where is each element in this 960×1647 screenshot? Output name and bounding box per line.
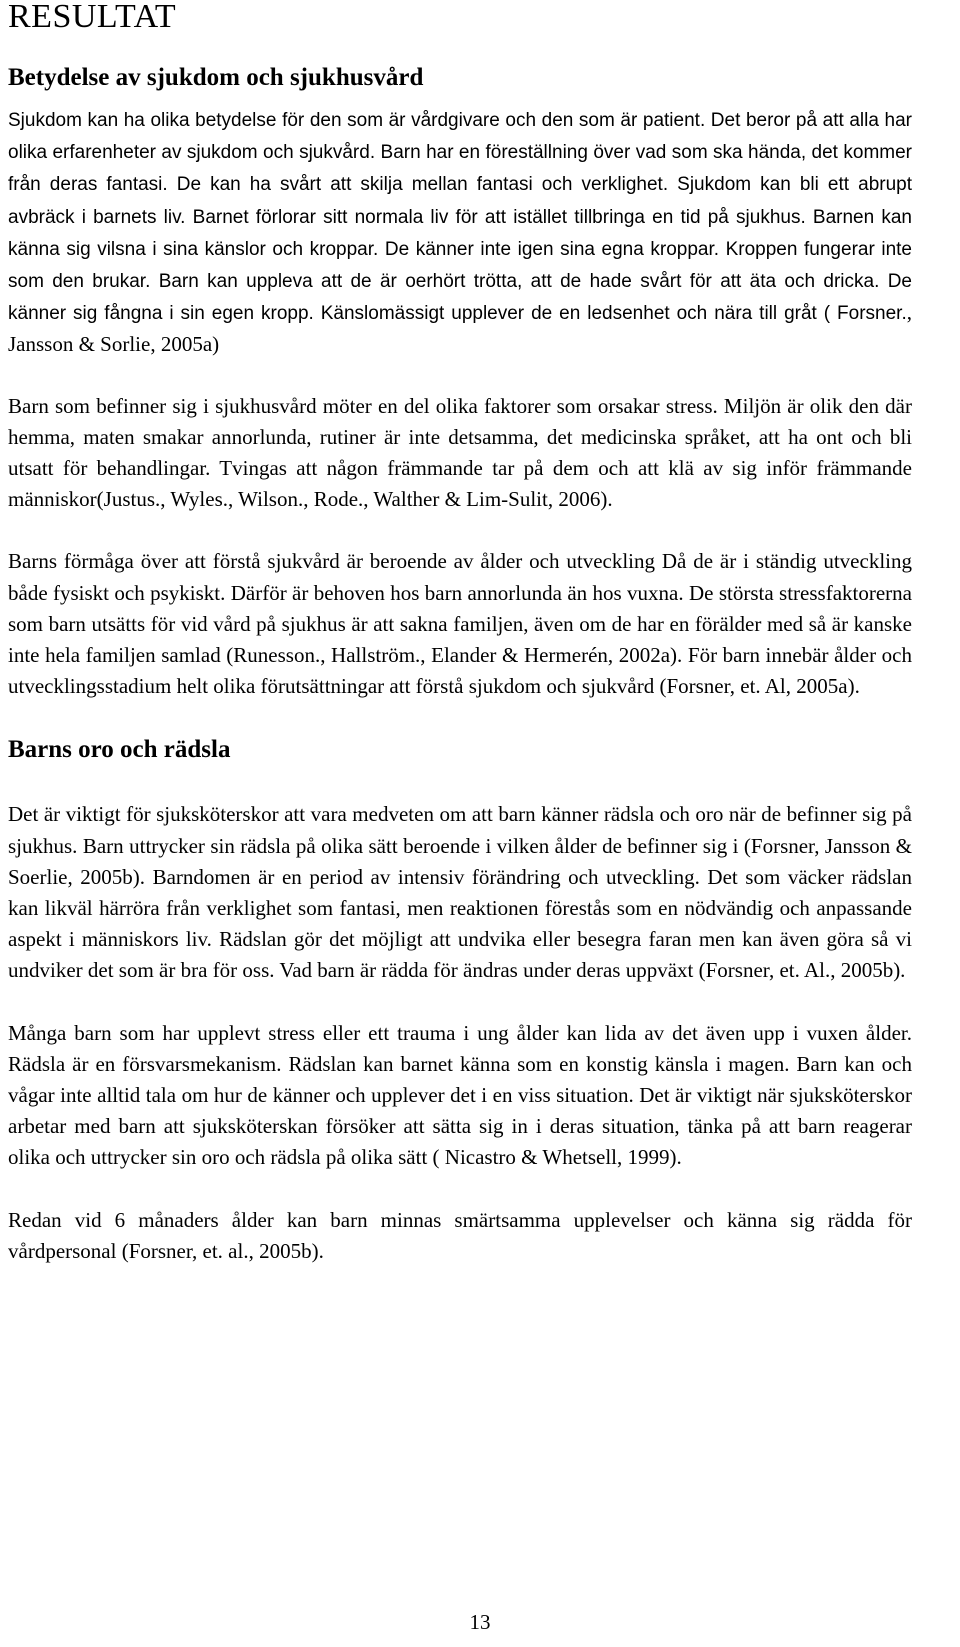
section-illness-meaning: [8, 63, 912, 702]
paragraph: Många barn som har upplevt stress eller ett trauma i ung ålder kan lida av det även upp i vuxen ålder. Rädsla är en försvarsmekanism. Rädslan kan barnet känna som en konstig känsla i magen. Barn kan och vågar inte alltid tala om hur de känner och upplever det i en viss situation. Det är viktigt när sjuksköterskor arbetar med barn att sjuksköterskan försöker att sätta sig in i deras situation, tänka på att barn reagerar olika och uttrycker sin oro och rädsla på olika sätt ( Nicastro & Whetsell, 1999).: [8, 1020, 912, 1170]
paragraph-text-sans: Sjukdom kan ha olika betydelse för den som är vårdgivare och den som är patient. Det beror på att alla har olika erfarenheter av sjukdom och sjukvård. Barn har en föreställning över vad som ska hända, det kommer från deras fantasi. De kan ha svårt att skilja mellan fantasi och verklighet. Sjukdom kan bli ett abrupt avbräck i barnets liv. Barnet förlorar sitt normala liv för att istället tillbringa en tid på sjukhus. Barnen kan känna sig vilsna i sina känslor och kroppar. De känner inte igen sina egna kroppar. Kroppen fungerar inte som den brukar. Barn kan uppleva att de är oerhört trötta, att de hade svårt för att äta och dricka. De känner sig fångna i sin egen kropp. Känslomässigt upplever de en ledsenhet och nära till gråt ( Forsner.: [8, 110, 912, 325]
section-heading: Betydelse av sjukdom och sjukhusvård: [8, 64, 424, 91]
paragraph: Det är viktigt för sjuksköterskor att vara medveten om att barn känner rädsla och oro när de befinner sig på sjukhus. Barn uttrycker sin rädsla på olika sätt beroende i vilken ålder de befinner sig i (Forsner, Jansson & Soerlie, 2005b). Barndomen är en period av intensiv förändring och utveckling. Det som väcker rädslan kan likväl härröra från verklighet som fantasi, men reaktionen förestås som en nödvändig och anpassande aspekt i människors liv. Rädslan gör det möjligt att undvika eller besegra faran men kan även göra så vi undviker det som är bra för oss. Vad barn är rädda för ändras under deras uppväxt (Forsner, et. Al., 2005b).: [8, 802, 912, 983]
document-page: [8, 0, 912, 1267]
page-number: 13: [469, 1610, 491, 1634]
paragraph: Redan vid 6 månaders ålder kan barn minnas smärtsamma upplevelser och känna sig rädda för vårdpersonal (Forsner, et. al., 2005b).: [8, 1207, 912, 1263]
section-heading: Barns oro och rädsla: [8, 736, 231, 764]
paragraph: Barns förmåga över att förstå sjukvård är beroende av ålder och utveckling Då de är i ständig utveckling både fysiskt och psykiskt. Därför är behoven hos barn annorlunda än hos vuxna. De största stressfaktorerna som barn utsätts för vid vård på sjukhus är att sakna familjen, även om de har en förälder med så är kanske inte hela familjen samlad (Runesson., Hallström., Elander & Hermerén, 2002a). För barn innebär ålder och utvecklingsstadium helt olika förutsättningar att förstå sjukdom och sjukvård (Forsner, et. Al, 2005a).: [8, 549, 912, 699]
section-fear-worry: [8, 735, 912, 1267]
paragraph: Barn som befinner sig i sjukhusvård möter en del olika faktorer som orsakar stress. Miljön är olik den där hemma, maten smakar annorlunda, rutiner är inte detsamma, det medicinska språket, att ha ont och bli utsatt för behandlingar. Tvingas att någon främmande tar på dem och att klä av sig inför främmande människor(Justus., Wyles., Wilson., Rode., Walther & Lim-Sulit, 2006).: [8, 393, 912, 512]
document-title: RESULTAT: [8, 0, 177, 35]
paragraph-text-citation: , Jansson & Sorlie, 2005a): [8, 300, 912, 357]
paragraph: [8, 104, 912, 361]
